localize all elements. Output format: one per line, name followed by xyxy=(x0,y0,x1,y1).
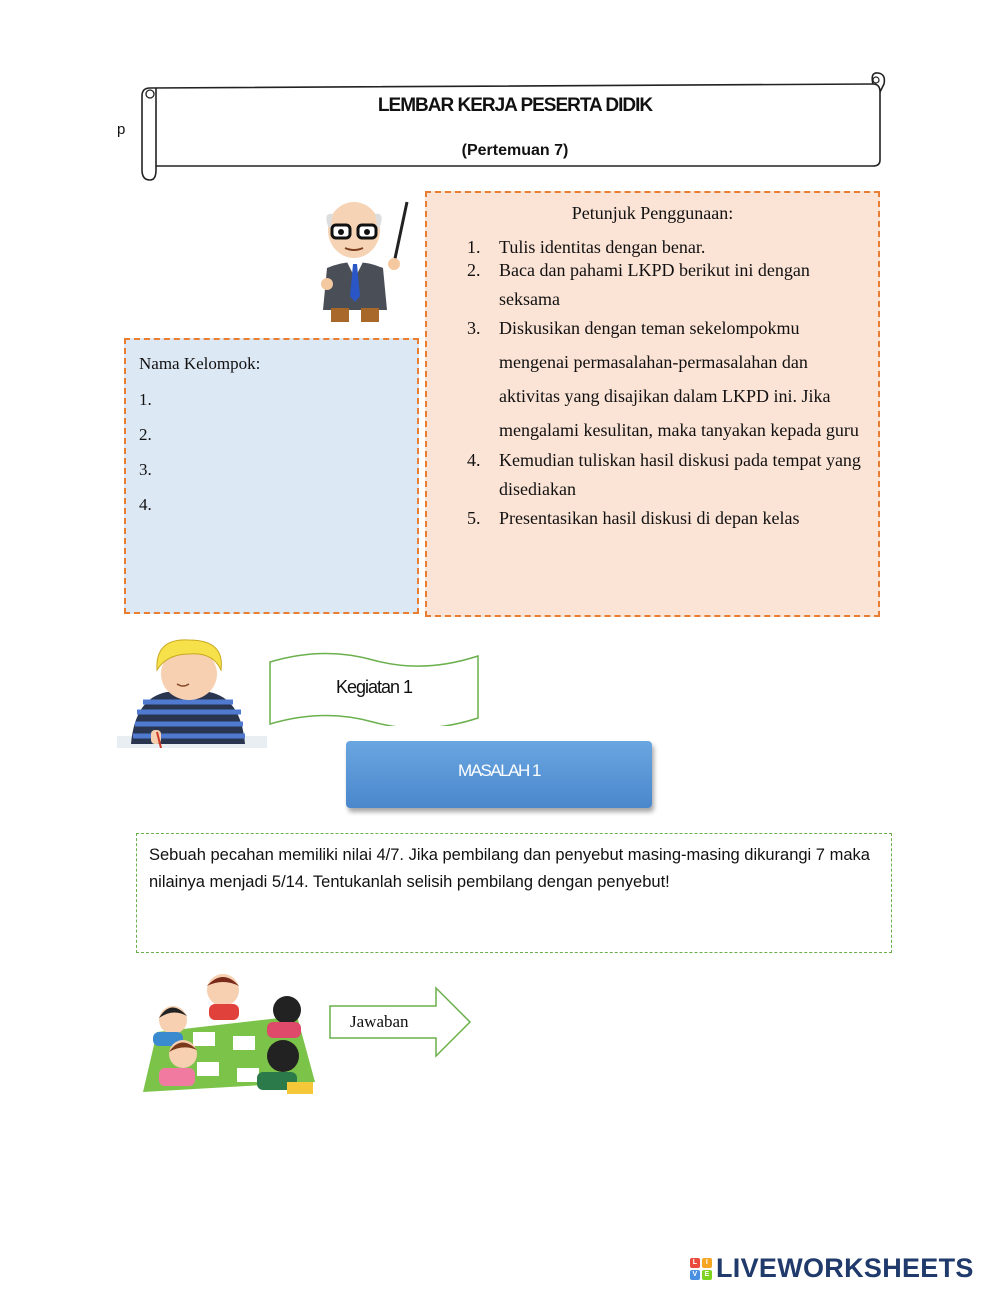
logo-text: LIVEWORKSHEETS xyxy=(716,1253,974,1283)
scroll-banner xyxy=(138,70,886,185)
instruction-number: 2. xyxy=(467,260,481,280)
instruction-number: 3. xyxy=(467,318,481,338)
answer-label: Jawaban xyxy=(350,1012,409,1031)
instructions-list xyxy=(467,235,867,533)
stray-text: p xyxy=(117,121,126,138)
instruction-text: Kemudian tuliskan hasil diskusi pada tempat yang disediakan xyxy=(499,450,861,499)
instruction-text: Presentasikan hasil diskusi di depan kelas xyxy=(499,508,800,528)
problem-statement-box xyxy=(136,833,892,953)
instruction-text: Diskusikan dengan teman sekelompokmu mengenai permasalahan-permasalahan dan aktivitas yang disajikan dalam LKPD ini. Jika mengalami kesulitan, maka tanyakan kepada guru xyxy=(499,318,859,440)
group-member-number: 1. xyxy=(139,390,152,409)
group-title: Nama Kelompok: xyxy=(139,354,261,373)
logo-mark-icon xyxy=(690,1258,712,1280)
logo-mark-letter: E xyxy=(702,1270,712,1280)
instruction-number: 4. xyxy=(467,450,481,470)
group-member-number: 3. xyxy=(139,460,152,479)
logo-mark-letter: I xyxy=(702,1258,712,1268)
activity-label: Kegiatan 1 xyxy=(335,677,413,697)
logo-mark-letter: L xyxy=(690,1258,700,1268)
instruction-item xyxy=(467,256,867,314)
page-title: LEMBAR KERJA PESERTA DIDIK xyxy=(377,95,653,116)
group-member-number: 2. xyxy=(139,425,152,444)
instructions-box xyxy=(425,191,880,617)
instruction-number: 5. xyxy=(467,508,481,528)
instructions-title: Petunjuk Penggunaan: xyxy=(571,203,734,223)
logo-mark-letter: V xyxy=(690,1270,700,1280)
instruction-text: Baca dan pahami LKPD berikut ini dengan seksama xyxy=(499,260,810,309)
group-discussion-illustration xyxy=(137,972,317,1096)
instruction-number: 1. xyxy=(467,237,481,257)
group-member-number: 4. xyxy=(139,495,152,514)
teacher-illustration xyxy=(305,198,415,326)
liveworksheets-logo xyxy=(690,1253,974,1284)
problem-title-box: MASALAH 1 xyxy=(346,741,652,808)
instruction-item xyxy=(467,311,867,447)
student-writing-illustration xyxy=(117,632,267,748)
problem-text: Sebuah pecahan memiliki nilai 4/7. Jika pembilang dan penyebut masing-masing dikurangi 7 maka nilainya menjadi 5/14. Tentukanlah selisih pembilang dengan penyebut! xyxy=(149,846,870,891)
page-subtitle: (Pertemuan 7) xyxy=(461,142,569,159)
instruction-text: Tulis identitas dengan benar. xyxy=(499,237,706,257)
group-members-box xyxy=(124,338,419,614)
instruction-item xyxy=(467,446,867,504)
instruction-item xyxy=(467,504,867,533)
